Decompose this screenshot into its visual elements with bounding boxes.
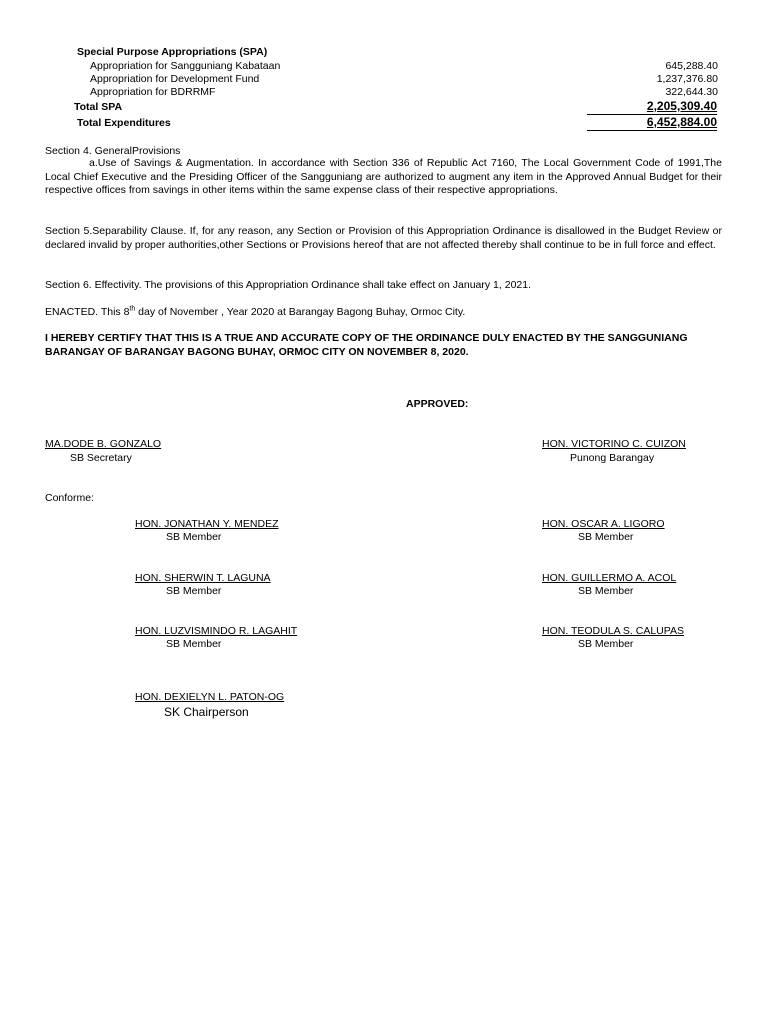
enacted-post: day of November , Year 2020 at Barangay Bagong Buhay, Ormoc City. xyxy=(135,306,466,318)
member-name: HON. GUILLERMO A. ACOL xyxy=(542,572,677,584)
member-role: SB Member xyxy=(166,638,222,650)
section-5-text: Section 5.Separability Clause. If, for any reason, any Section or Provision of this Appropriation Ordinance is disallowed in the Budget Review or declared invalid by proper authorities,other Sections or Provisions hereof that are not affected thereby shall continue to be in full force and effect. xyxy=(45,225,722,251)
member-name: HON. OSCAR A. LIGORO xyxy=(542,518,665,530)
approved-label: APPROVED: xyxy=(406,398,469,410)
total-spa-value: 2,205,309.40 xyxy=(587,100,717,115)
enacted-pre: ENACTED. This 8 xyxy=(45,306,130,318)
secretary-name: MA.DODE B. GONZALO xyxy=(45,438,162,450)
punong-name: HON. VICTORINO C. CUIZON xyxy=(542,438,686,450)
sk-chair-role: SK Chairperson xyxy=(164,705,249,719)
certification-text: I HEREBY CERTIFY THAT THIS IS A TRUE AND ACCURATE COPY OF THE ORDINANCE DULY ENACTED BY THE SANGGUNIANG BARANGAY OF BARANGAY BAGONG BUHAY, ORMOC CITY ON NOVEMBER 8, 2020. xyxy=(45,332,688,358)
total-spa-label: Total SPA xyxy=(74,101,123,113)
member-role: SB Member xyxy=(166,531,222,543)
secretary-role: SB Secretary xyxy=(70,452,132,464)
section-4-text: a.Use of Savings & Augmentation. In accordance with Section 336 of Republic Act 7160, The Local Government Code of 1991,The Local Chief Executive and the Presiding Officer of the Sangguniang are authorized to augment any item in the Approved Annual Budget for their respective offices from savings in other items within the same expense class of their respective appropriations. xyxy=(45,157,722,196)
spa-heading: Special Purpose Appropriations (SPA) xyxy=(77,46,268,58)
enacted-text xyxy=(45,306,465,320)
conforme-label: Conforme: xyxy=(45,492,95,504)
spa-item-value: 1,237,376.80 xyxy=(656,73,718,85)
section-4-title: Section 4. GeneralProvisions xyxy=(45,145,181,157)
total-expenditures-label: Total Expenditures xyxy=(77,117,171,129)
member-role: SB Member xyxy=(578,585,634,597)
member-role: SB Member xyxy=(578,531,634,543)
punong-role: Punong Barangay xyxy=(570,452,655,464)
member-name: HON. TEODULA S. CALUPAS xyxy=(542,625,684,637)
spa-item-value: 645,288.40 xyxy=(665,60,718,72)
spa-item-label: Appropriation for Sangguniang Kabataan xyxy=(90,60,281,72)
member-role: SB Member xyxy=(166,585,222,597)
member-name: HON. SHERWIN T. LAGUNA xyxy=(135,572,271,584)
member-name: HON. LUZVISMINDO R. LAGAHIT xyxy=(135,625,298,637)
sk-chair-name: HON. DEXIELYN L. PATON-OG xyxy=(135,691,285,703)
spa-item-label: Appropriation for Development Fund xyxy=(90,73,260,85)
section-6-text: Section 6. Effectivity. The provisions of this Appropriation Ordinance shall take effect on January 1, 2021. xyxy=(45,279,532,291)
member-role: SB Member xyxy=(578,638,634,650)
spa-item-value: 322,644.30 xyxy=(665,86,718,98)
total-expenditures-value: 6,452,884.00 xyxy=(587,116,717,131)
spa-item-label: Appropriation for BDRRMF xyxy=(90,86,216,98)
member-name: HON. JONATHAN Y. MENDEZ xyxy=(135,518,279,530)
enacted-sup: th xyxy=(129,305,136,313)
